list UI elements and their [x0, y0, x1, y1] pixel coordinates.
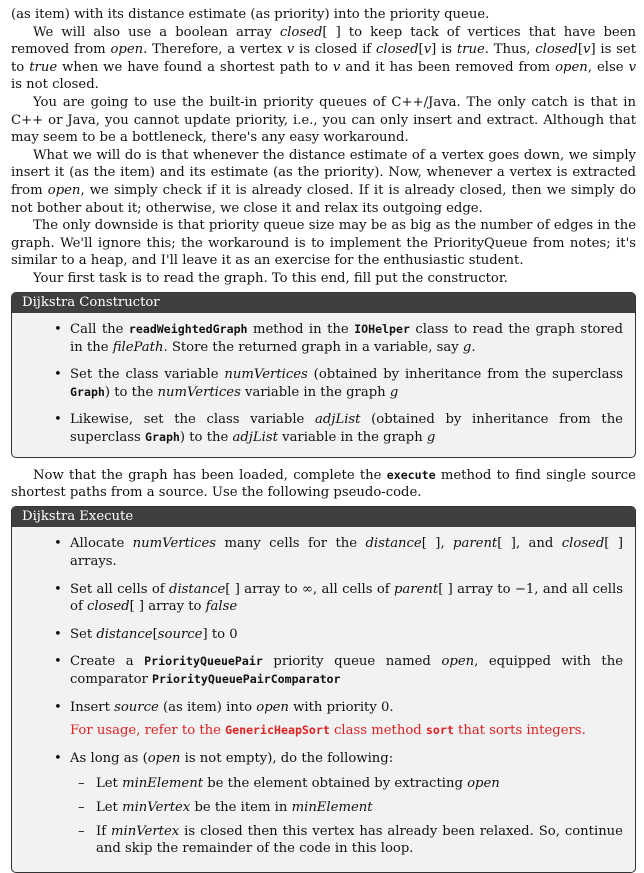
- dijkstra-execute-box: [11, 506, 636, 873]
- execute-box-title: Dijkstra Execute: [12, 507, 635, 528]
- loop-step-extract: – Let minElement be the element obtained by extracting open: [70, 775, 623, 793]
- paragraph-4: What we will do is that whenever the distance estimate of a vertex goes down, we simply insert it (as the item) and its estimate (as the priority). Now, whenever a vertex is extracted from open, we simply check if it is already closed. If it is already closed, then we simply do not bother about it; otherwise, we close it and relax its outgoing edge.: [11, 147, 636, 216]
- paragraph-1: (as item) with its distance estimate (as priority) into the priority queue.: [11, 7, 490, 22]
- paragraph-3: You are going to use the built-in priority queues of C++/Java. The only catch is that in C++ or Java, you cannot update priority, i.e., you can only insert and extract. Although that may seem to be a bottleneck, there's any easy workaround.: [11, 94, 636, 146]
- paragraph-2: We will also use a boolean array closed[ ] to keep tack of vertices that have been removed from open. Therefore, a vertex v is closed if closed[v] is true. Thus, closed[v] is set to true when we have found a shortest path to v and it has been removed from open, else v is not closed.: [11, 24, 637, 93]
- constructor-step-set-numvertices: • Set the class variable numVertices (obtained by inheritance from the superclass Graph) to the numVertices variable in the graph g: [24, 366, 623, 401]
- execute-step-allocate: • Allocate numVertices many cells for the distance[ ], parent[ ], and closed[ ] arrays.: [24, 535, 623, 570]
- constructor-box-title: Dijkstra Constructor: [12, 293, 635, 314]
- dijkstra-constructor-box: [11, 292, 636, 458]
- execute-step-insert-source: • Insert source (as item) into open with priority 0. For usage, refer to the GenericHeapSort class method sort that sorts integers.: [24, 699, 623, 740]
- loop-step-min-vertex: – Let minVertex be the item in minElement: [70, 799, 623, 817]
- paragraph-5: The only downside is that priority queue size may be as big as the number of edges in the graph. We'll ignore this; the workaround is to implement the PriorityQueue from notes; it's similar to a heap, and I'll leave it as an exercise for the enthusiastic student.: [11, 218, 636, 269]
- usage-note: For usage, refer to the GenericHeapSort class method sort that sorts integers.: [70, 723, 586, 739]
- constructor-step-set-adjlist: • Likewise, set the class variable adjList (obtained by inheritance from the superclass Graph) to the adjList variable in the graph g: [24, 411, 623, 446]
- paragraph-6: Your first task is to read the graph. To this end, fill put the constructor.: [33, 270, 508, 286]
- paragraph-7: Now that the graph has been loaded, complete the execute method to find single source shortest paths from a source. Use the following pseudo-code.: [11, 467, 636, 501]
- execute-step-set-source: • Set distance[source] to 0: [24, 626, 623, 644]
- execute-step-loop: • As long as (open is not empty), do the following: – Let minElement be the element obtained by extracting open – Let minVertex be the item in minElement – If minVertex is closed then this vertex has already been relaxed. So, continue and skip the remainder of the code in this loop.: [24, 750, 623, 858]
- loop-step-check-closed: – If minVertex is closed then this vertex has already been relaxed. So, continue and skip the remainder of the code in this loop.: [70, 823, 623, 858]
- execute-step-initialize: • Set all cells of distance[ ] array to ∞, all cells of parent[ ] array to −1, and all cells of closed[ ] array to false: [24, 581, 623, 616]
- constructor-step-read-graph: • Call the readWeightedGraph method in the IOHelper class to read the graph stored in the filePath. Store the returned graph in a variable, say g.: [24, 321, 623, 356]
- execute-step-create-queue: • Create a PriorityQueuePair priority queue named open, equipped with the comparator PriorityQueuePairComparator: [24, 653, 623, 688]
